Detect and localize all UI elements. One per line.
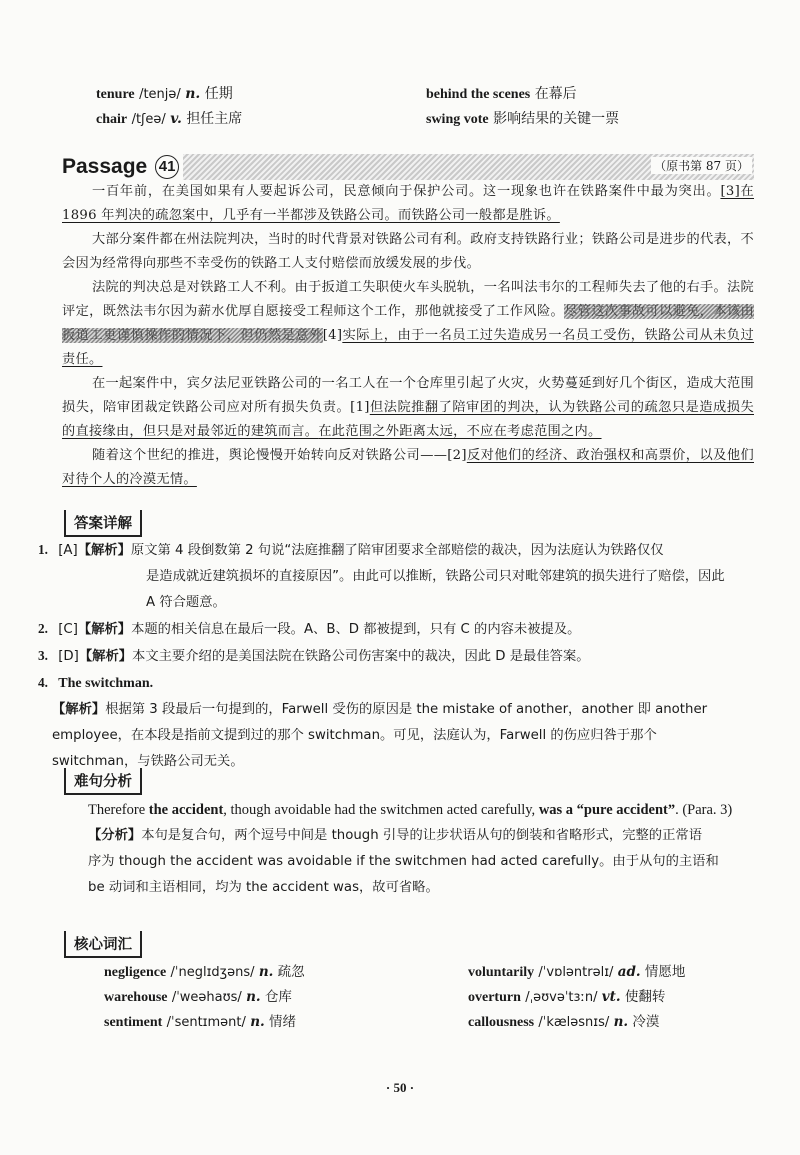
- passage-number-badge: 41: [155, 155, 179, 179]
- answer-item: 1. [A]【解析】原文第 4 段倒数第 2 句说“法庭推翻了陪审团要求全部赔偿的裁决，因为法庭认为铁路仅仅 是造成就近建筑损坏的直接原因”。由此可以推断，铁路公司只对毗邻建筑的损失进行了赔偿，因此 A 符合题意。: [38, 542, 725, 610]
- difficult-sentence-heading: 难句分析: [64, 768, 142, 795]
- core-vocab-heading: 核心词汇: [64, 931, 142, 958]
- answers-heading: 答案详解: [64, 510, 142, 537]
- passage-title: Passage 41: [62, 154, 183, 180]
- answers-section: [38, 537, 754, 775]
- vocab-entry: chair /tʃeə/ v. 担任主席: [96, 111, 243, 127]
- answer-item: 3. [D]【解析】本文主要介绍的是美国法院在铁路公司伤害案中的裁决，因此 D 是最佳答案。: [38, 648, 590, 664]
- redacted-highlight: 尽管这次事故可以避免，本该由扳道工更谨慎操作的情况下，但仍然是意外: [62, 304, 754, 343]
- paragraph-4: 在一起案件中，宾夕法尼亚铁路公司的一名工人在一个仓库里引起了火灾，火势蔓延到好几个街区，造成大范围损失，陪审团裁定铁路公司应对所有损失负责。[1]但法院推翻了陪审团的判决，认为铁路公司的疏忽只是造成损失的直接缘由，但只是对最邻近的建筑而言。在此范围之外距离太远，不应在考虑范围之内。: [62, 376, 754, 439]
- difficult-sentence-section: Therefore the accident, though avoidable had the switchmen acted carefully, was a “pure accident”. (Para. 3) 【分析】本句是复合句，两个逗号中间是 though 引导的让步状语从句的倒装和省略形式，完整的正常语 序为 though the accident was avoidable if the switchmen had acted carefully。由于从句的主语和 be 动词和主语相同，均为 the accident was，故可省略。: [88, 797, 754, 901]
- vocab-entry: voluntarily /ˈvɒləntrəlɪ/ ad. 情愿地: [468, 964, 686, 980]
- vocab-entry: negligence /ˈneglɪdʒəns/ n. 疏忽: [104, 964, 305, 980]
- answer-item: 4. The switchman. 【解析】根据第 3 段最后一句提到的，Farwell 受伤的原因是 the mistake of another，another 即 another employee，在本段是指前文提到过的那个 switchman。可见，法庭认为，Farwell 的伤应归咎于那个 switchman，与铁路公司无关。: [38, 675, 708, 769]
- passage-page-reference: （原书第 87 页）: [651, 157, 752, 174]
- vocab-entry: swing vote 影响结果的关键一票: [426, 111, 620, 127]
- paragraph-1: 一百年前，在美国如果有人要起诉公司，民意倾向于保护公司。这一现象也许在铁路案件中最为突出。[3]在 1896 年判决的疏忽案中，几乎有一半都涉及铁路公司。而铁路公司一般都是胜诉。: [62, 184, 754, 223]
- vocab-entry: sentiment /ˈsentɪmənt/ n. 情绪: [104, 1014, 297, 1030]
- paragraph-5: 随着这个世纪的推进，舆论慢慢开始转向反对铁路公司——[2]反对他们的经济、政治强权和高票价，以及他们对待个人的冷漠无情。: [62, 448, 754, 487]
- page-number: · 50 ·: [385, 1080, 415, 1095]
- vocab-entry: warehouse /ˈweəhaʊs/ n. 仓库: [104, 989, 292, 1005]
- vocab-entry: tenure /tenjə/ n. 任期: [96, 86, 233, 102]
- paragraph-2: 大部分案件都在州法院判决，当时的时代背景对铁路公司有利。政府支持铁路行业；铁路公司是进步的代表，不会因为经常得向那些不幸受伤的铁路工人支付赔偿而放缓发展的步伐。: [62, 232, 754, 271]
- answer-item: 2. [C]【解析】本题的相关信息在最后一段。A、B、D 都被提到，只有 C 的内容未被提及。: [38, 621, 581, 637]
- difficult-sentence: Therefore the accident, though avoidable had the switchmen acted carefully, was a “pure accident”. (Para. 3): [88, 802, 733, 818]
- vocab-entry: overturn /ˌəʊvəˈtɜːn/ vt. 使翻转: [468, 989, 666, 1005]
- vocab-entry: callousness /ˈkæləsnɪs/ n. 冷漠: [468, 1014, 660, 1030]
- passage-body: [62, 180, 754, 492]
- sentence-analysis: 【分析】本句是复合句，两个逗号中间是 though 引导的让步状语从句的倒装和省略形式，完整的正常语: [88, 828, 702, 843]
- vocab-entry: behind the scenes 在幕后: [426, 86, 577, 102]
- paragraph-3: 法院的判决总是对铁路工人不利。由于扳道工失职使火车头脱轨，一名叫法韦尔的工程师失去了他的右手。法院评定，既然法韦尔因为薪水优厚自愿接受工程师这个工作，那他就接受了工作风险。尽管这次事故可以避免，本该由扳道工更谨慎操作的情况下，但仍然是意外[4]实际上，由于一名员工过失造成另一名员工受伤，铁路公司从未负过责任。: [62, 280, 755, 367]
